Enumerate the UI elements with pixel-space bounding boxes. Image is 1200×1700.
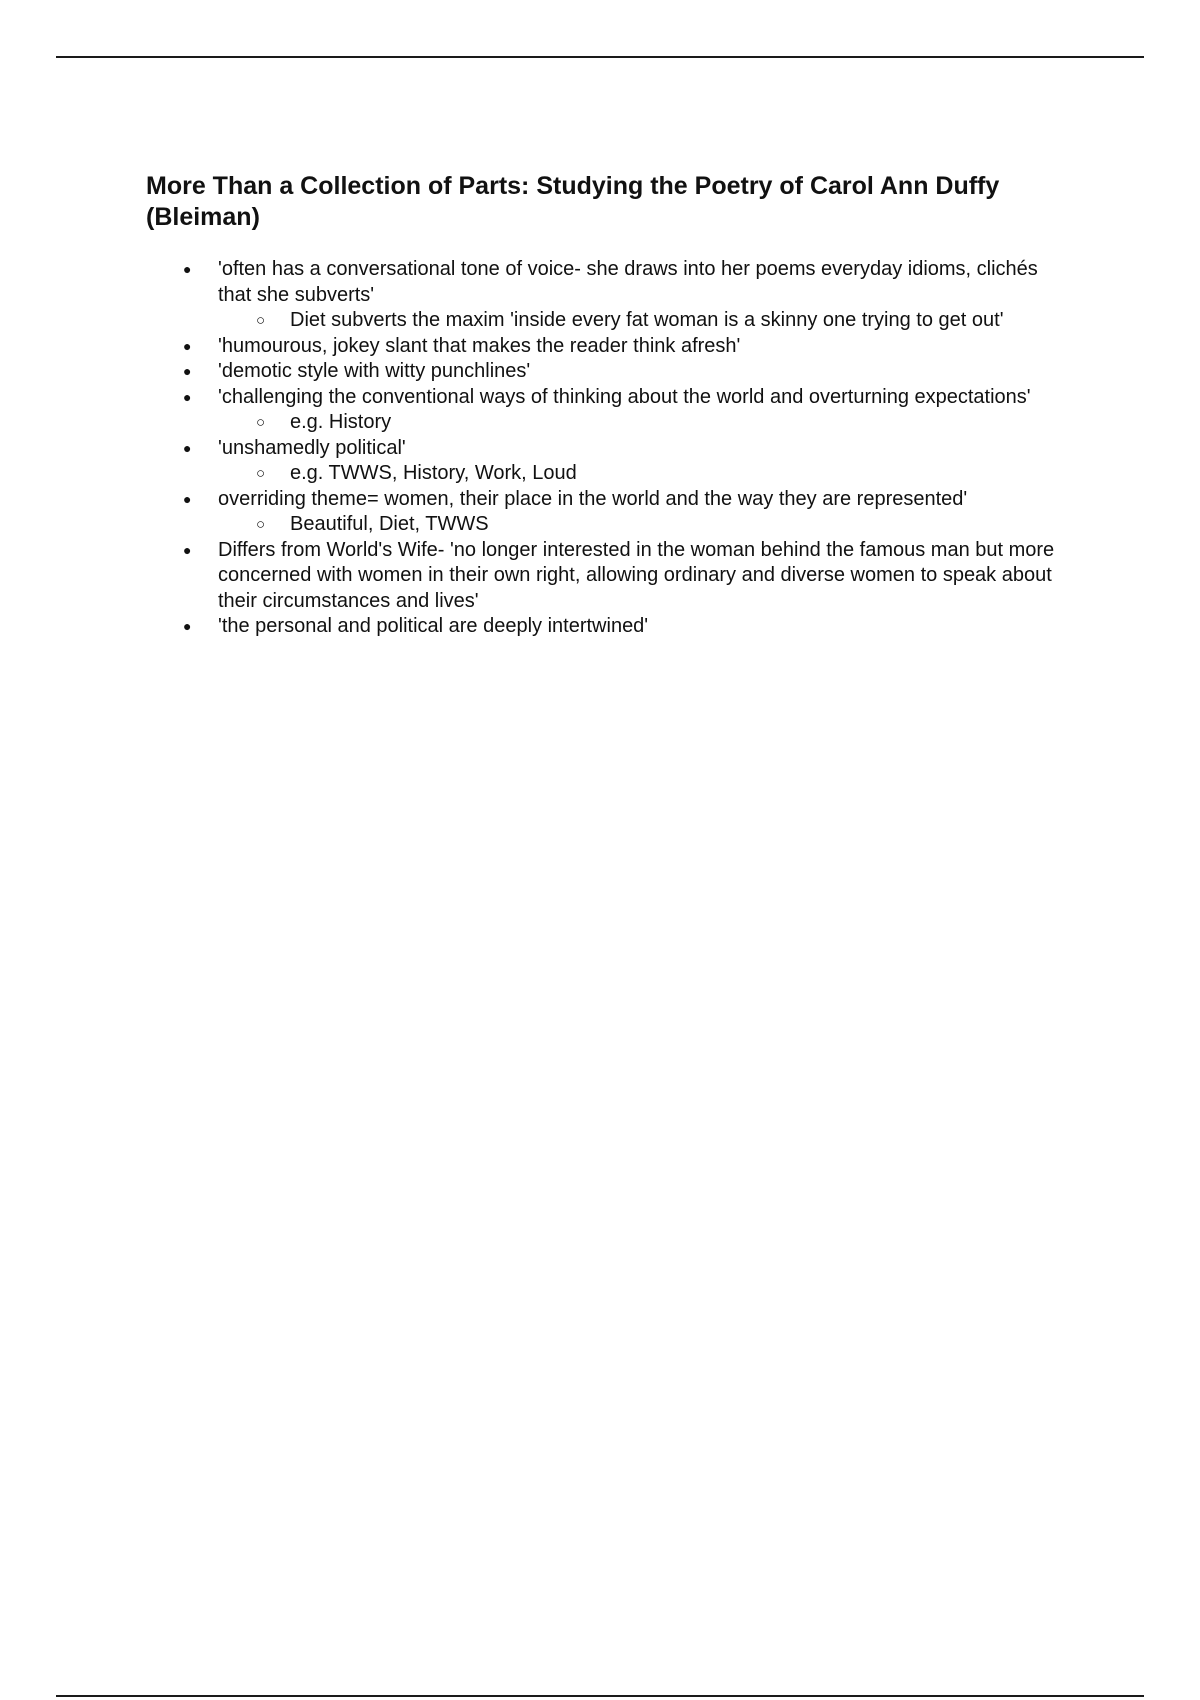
sub-list-item-text: Beautiful, Diet, TWWS (290, 513, 489, 535)
hollow-bullet-icon: ○ (256, 414, 266, 431)
bullet-icon: ● (183, 388, 192, 405)
list-item-text: 'often has a conversational tone of voice- she draws into her poems everyday idioms, clichés that she subverts' (218, 258, 1038, 306)
bullet-icon: ● (183, 439, 192, 456)
top-page-rule (56, 56, 1144, 58)
list-item (146, 487, 1066, 538)
sub-list-item-text: e.g. TWWS, History, Work, Loud (290, 462, 577, 484)
bullet-icon: ● (183, 541, 192, 558)
list-item-text: Differs from World's Wife- 'no longer interested in the woman behind the famous man but more concerned with women in their own right, allowing ordinary and diverse women to speak about their circumstances and lives' (218, 538, 1055, 612)
list-item-text: 'demotic style with witty punchlines' (218, 360, 531, 382)
list-item-text: 'humourous, jokey slant that makes the reader think afresh' (218, 334, 741, 357)
bullet-icon: ● (183, 490, 192, 507)
notes-list (146, 257, 1066, 640)
bullet-icon: ● (183, 363, 192, 379)
sub-list (146, 410, 1066, 436)
bottom-page-rule (56, 1695, 1144, 1697)
bullet-icon: ● (183, 261, 192, 277)
list-item (146, 614, 1066, 640)
list-item-text: overriding theme= women, their place in the world and the way they are represented' (218, 487, 968, 510)
list-item (146, 257, 1066, 334)
list-item-text: 'unshamedly political' (218, 436, 406, 459)
bullet-icon: ● (183, 618, 192, 634)
hollow-bullet-icon: ○ (256, 465, 266, 482)
sub-list-item (146, 308, 1066, 334)
bullet-icon: ● (183, 337, 192, 354)
list-item-text: 'the personal and political are deeply intertwined' (218, 615, 649, 637)
page-content (146, 171, 1066, 640)
sub-list (146, 512, 1066, 538)
list-item (146, 334, 1066, 360)
document-title: More Than a Collection of Parts: Studying the Poetry of Carol Ann Duffy (Bleiman) (146, 172, 1000, 231)
sub-list-item-text: e.g. History (290, 411, 392, 433)
hollow-bullet-icon: ○ (256, 516, 266, 533)
sub-list-item-text: Diet subverts the maxim 'inside every fat woman is a skinny one trying to get out' (290, 309, 1004, 331)
hollow-bullet-icon: ○ (256, 312, 266, 329)
list-item (146, 436, 1066, 487)
list-item (146, 359, 1066, 385)
sub-list-item (146, 461, 1066, 487)
sub-list (146, 308, 1066, 334)
sub-list-item (146, 512, 1066, 538)
list-item (146, 385, 1066, 436)
list-item-text: 'challenging the conventional ways of thinking about the world and overturning expectations' (218, 385, 1031, 408)
list-item (146, 538, 1066, 615)
sub-list (146, 461, 1066, 487)
sub-list-item (146, 410, 1066, 436)
